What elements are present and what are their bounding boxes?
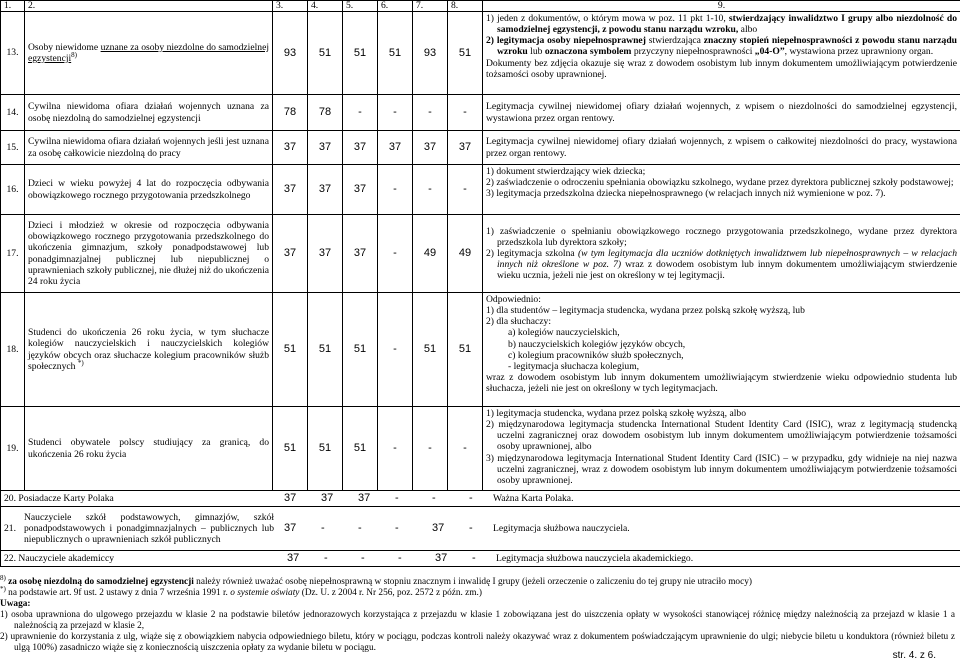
doc-subitem: a) kolegiów nauczycielskich, xyxy=(486,327,957,338)
discount-value: 37 xyxy=(378,131,413,165)
doc-subitem: c) kolegium pracowników służb społecznych, xyxy=(486,350,957,361)
discount-value: 37 xyxy=(308,215,343,293)
required-documents: Legitymacja cywilnej niewidomej ofiary działań wojennych, z wpisem o niezdolności do samodzielnej egzystencji, wystawiona przez organ rentowy. xyxy=(483,95,960,131)
discount-value: 49 xyxy=(413,215,448,293)
row-description xyxy=(25,12,273,95)
discount-value: - xyxy=(469,492,493,505)
discount-value: 37 xyxy=(343,215,378,293)
discount-value: 37 xyxy=(273,215,308,293)
discount-value: 51 xyxy=(308,12,343,95)
discount-value: - xyxy=(324,552,361,565)
doc-text: przyczyny niepełnosprawności xyxy=(631,46,754,57)
row-document: Legitymacja służbowa nauczyciela akademickiego. xyxy=(496,553,693,564)
discount-value: 51 xyxy=(343,12,378,95)
doc-item: 3) legitymacja przedszkolna dziecka niepełnosprawnego (w relacjach innych niż wymienione w poz. 7). xyxy=(486,188,957,199)
row-description: Cywilna niewidoma ofiara działań wojennych jeśli jest uznana za osobę całkowicie niezdolną do pracy xyxy=(25,131,273,165)
doc-text: lub xyxy=(528,46,545,57)
doc-bold: stwierdzający inwalidztwo I grupy albo niezdolność do samodzielnej egzystencji, z powodu stanu narządu wzroku, xyxy=(497,13,957,35)
discount-value: - xyxy=(395,492,432,505)
discount-value: 37 xyxy=(273,165,308,215)
header-row xyxy=(1,1,960,12)
row-number: 16. xyxy=(1,165,25,215)
discount-value: 51 xyxy=(448,293,483,407)
note-item: 2) uprawnienie do korzystania z ulg, wiąże się z obowiązkiem nabycia odpowiedniego biletu, który w pociągu, podczas kontroli należy okazywać wraz z dokumentem poświadczającym uprawnienie do ulgi; niebycie biletu u konduktora (również biletu z ulgą 100%) zasadniczo wiąże się z koniecznością uiszczenia opłaty za wydanie biletu w pociągu. xyxy=(0,632,955,654)
footnote-star xyxy=(0,588,955,599)
discount-value: 37 xyxy=(284,522,321,535)
discount-value: - xyxy=(321,522,358,535)
discount-value: 51 xyxy=(448,12,483,95)
note-list xyxy=(0,610,955,654)
note-heading xyxy=(0,599,955,610)
discount-value: - xyxy=(448,95,483,131)
row-number: 19. xyxy=(1,407,25,491)
header-cell: 8. xyxy=(448,1,483,12)
required-documents xyxy=(483,215,960,293)
discount-value: 78 xyxy=(308,95,343,131)
header-cell: 2. xyxy=(25,1,273,12)
footnote-bold: za osobę niezdolną do samodzielnej egzystencji xyxy=(8,577,194,587)
discount-value: 51 xyxy=(308,407,343,491)
doc-subitem: - legitymacja słuchacza kolegium, xyxy=(486,361,957,372)
table-row-20 xyxy=(1,491,960,507)
footnote-italic: o systemie oświaty xyxy=(230,588,299,598)
required-documents xyxy=(483,407,960,491)
table-row-22 xyxy=(1,550,960,566)
discount-value: - xyxy=(378,215,413,293)
doc-note: Dokumenty bez zdjęcia okazuje się wraz z dowodem osobistym lub innym dokumentem umożliwiającym potwierdzenie tożsamości osoby uprawnionej. xyxy=(486,58,957,80)
required-documents xyxy=(483,293,960,407)
footnote-text: na podstawie art. 9f ust. 2 ustawy z dnia 7 września 1991 r. xyxy=(6,588,230,598)
discount-value: 49 xyxy=(448,215,483,293)
table-row-15 xyxy=(1,131,960,165)
row-document: Legitymacja służbowa nauczyciela. xyxy=(493,523,630,534)
page-number: str. 4. z 6. xyxy=(893,650,936,662)
row-document: Ważna Karta Polaka. xyxy=(493,493,573,504)
discount-value: - xyxy=(398,552,435,565)
discount-value: - xyxy=(413,95,448,131)
doc-item: 1) dla studentów – legitymacja studencka, wydana przez polską szkołę wyższą, lub xyxy=(486,305,957,316)
desc-text: Osoby niewidome xyxy=(28,42,101,53)
discount-value: - xyxy=(378,165,413,215)
table-row-17 xyxy=(1,215,960,293)
table-row-18 xyxy=(1,293,960,407)
doc-tail: wraz z dowodem osobistym lub innym dokumentem umożliwiającym stwierdzenie wieku odpowiednio studenta lub słuchacza, jeżeli nie jest on określony w tych legitymacjach. xyxy=(486,372,957,394)
doc-item: 1) dokument stwierdzający wiek dziecka; xyxy=(486,166,957,177)
discount-value: 37 xyxy=(435,552,472,565)
row-number: 13. xyxy=(1,12,25,95)
row-description: Cywilna niewidoma ofiara działań wojennych uznana za osobę niezdolną do samodzielnej egzystencji xyxy=(25,95,273,131)
doc-item xyxy=(486,35,957,57)
header-cell: 6. xyxy=(378,1,413,12)
doc-item: 1) legitymacja studencka, wydana przez polską szkołę wyższą, albo xyxy=(486,408,957,419)
desc-underlined: uznane za osoby niezdolne do samodzielnej egzystencji xyxy=(28,42,269,64)
discount-value: - xyxy=(378,407,413,491)
discount-value: - xyxy=(358,522,395,535)
footnote-text: (Dz. U. z 2004 r. Nr 256, poz. 2572 z późn. zm.) xyxy=(299,588,482,598)
discount-value: 78 xyxy=(273,95,308,131)
doc-text: , wystawiona przez uprawniony organ. xyxy=(785,46,933,57)
doc-text: stwierdzająca xyxy=(646,35,704,46)
table-row-13 xyxy=(1,12,960,95)
required-documents: Legitymacja cywilnej niewidomej ofiary działań wojennych, z wpisem o całkowitej niezdolności do pracy, wystawiona przez organ rentowy. xyxy=(483,131,960,165)
footnotes xyxy=(0,577,955,654)
required-documents xyxy=(483,165,960,215)
doc-subitem: b) nauczycielskich kolegiów języków obcych, xyxy=(486,339,957,350)
note-item: 1) osoba uprawniona do ulgowego przejazdu w klasie 2 na podstawie biletów jednorazowych korzystająca z przejazdu w klasie 1 zobowiązana jest do uiszczenia opłaty w wysokości stanowiącej różnicę między należnością za przejazd w klasie 1 a należnością za przejazd w klasie 2, xyxy=(0,610,955,632)
header-cell: 9. xyxy=(483,1,960,12)
discount-value: 93 xyxy=(273,12,308,95)
discount-value: - xyxy=(361,552,398,565)
header-cell: 3. xyxy=(273,1,308,12)
discount-value: - xyxy=(395,522,432,535)
row-content xyxy=(4,512,957,545)
footnote-marker: 8) xyxy=(0,574,6,582)
discount-value: 51 xyxy=(378,12,413,95)
table-row-16 xyxy=(1,165,960,215)
footnote-8 xyxy=(0,577,955,588)
discount-value: - xyxy=(413,407,448,491)
row-content xyxy=(4,552,957,565)
discount-value: - xyxy=(448,407,483,491)
doc-item xyxy=(486,13,957,35)
discount-value: - xyxy=(432,492,469,505)
doc-item: 2) zaświadczenie o odroczeniu spełniania obowiązku szkolnego, wydane przez dyrektora publicznej szkoły podstawowej; xyxy=(486,177,957,188)
doc-item: 1) zaświadczenie o spełnianiu obowiązkowego rocznego przygotowania przedszkolnego, wydane przez dyrektora przedszkola lub dyrektora szkoły; xyxy=(486,226,957,248)
discount-value: - xyxy=(448,165,483,215)
table-row-14 xyxy=(1,95,960,131)
header-cell: 5. xyxy=(343,1,378,12)
row-description: Studenci obywatele polscy studiujący za granicą, do ukończenia 26 roku życia xyxy=(25,407,273,491)
row-number: 14. xyxy=(1,95,25,131)
discount-value: 37 xyxy=(432,522,469,535)
discount-value: 37 xyxy=(284,492,321,505)
discount-value: 37 xyxy=(308,165,343,215)
row-description: Dzieci i młodzież w okresie od rozpoczęcia odbywania obowiązkowego rocznego przygotowania przedszkolnego do ukończenia gimnazjum, szkoły ponadpodstawowej lub ponadgimnazjalnej publicznej lub niepublicznej o uprawnieniach szkoły publicznej, nie dłużej niż do ukończenia 24 roku życia xyxy=(25,215,273,293)
doc-text: 2) legitymacja szkolna xyxy=(486,248,578,259)
discount-value: 51 xyxy=(273,293,308,407)
row-content xyxy=(4,492,957,505)
doc-text: 1) jeden z dokumentów, o którym mowa w poz. 11 pkt 1-10, xyxy=(486,13,729,24)
discount-value: - xyxy=(378,293,413,407)
table-row-19 xyxy=(1,407,960,491)
discount-value: 51 xyxy=(308,293,343,407)
row-number: 21. xyxy=(4,523,24,534)
doc-bold: znaczny stopień niepełnosprawności z powodu stanu narządu wzroku xyxy=(497,35,957,57)
required-documents xyxy=(483,12,960,95)
table-row-21 xyxy=(1,506,960,550)
discount-value: - xyxy=(413,165,448,215)
discount-value: 93 xyxy=(413,12,448,95)
doc-head: Odpowiednio: xyxy=(486,294,957,305)
header-cell: 7. xyxy=(413,1,448,12)
row-number: 18. xyxy=(1,293,25,407)
discount-value: 37 xyxy=(273,131,308,165)
desc-text: Studenci do ukończenia 26 roku życia, w tym słuchacze kolegiów nauczycielskich i nauczycielskich kolegiów języków obcych oraz słuchacze kolegium pracowników służb społecznych xyxy=(28,327,269,371)
wide-row xyxy=(1,506,960,550)
row-description: Nauczyciele szkół podstawowych, gimnazjów, szkół ponadpodstawowych i ponadgimnazjalnych – publicznych lub niepublicznych o uprawnieniach szkół publicznych xyxy=(24,512,284,545)
discount-value: - xyxy=(472,552,496,565)
doc-item xyxy=(486,248,957,281)
discount-value: - xyxy=(343,95,378,131)
wide-row xyxy=(1,550,960,566)
header-cell: 1. xyxy=(1,1,25,12)
doc-item: 2) dla słuchaczy: xyxy=(486,316,957,327)
doc-italic: (w tym legitymacja dla uczniów dotkniętych inwalidztwem lub niepełnosprawnych – w relacjach innych niż określone w poz. 7) xyxy=(497,248,957,270)
discount-value: 51 xyxy=(273,407,308,491)
row-description: Dzieci w wieku powyżej 4 lat do rozpoczęcia odbywania obowiązkowego rocznego przygotowania przedszkolnego xyxy=(25,165,273,215)
doc-item: 2) międzynarodowa legitymacja studencka International Student Identity Card (ISIC), wraz z legitymacją studencką uczelni zagranicznej oraz dowodem osobistym lub innym dokumentem umożliwiającym potwierdzenie tożsamości osoby uprawnionej, albo xyxy=(486,419,957,452)
discount-value: 37 xyxy=(343,165,378,215)
row-number: 17. xyxy=(1,215,25,293)
row-description xyxy=(25,293,273,407)
header-cell: 4. xyxy=(308,1,343,12)
doc-bold: oznaczona symbolem xyxy=(545,46,632,57)
row-number: 15. xyxy=(1,131,25,165)
row-label: 22. Nauczyciele akademiccy xyxy=(4,553,287,564)
discount-value: 51 xyxy=(343,407,378,491)
discount-value: 37 xyxy=(343,131,378,165)
doc-item: 3) międzynarodowa legitymacja International Student Identity Card (ISIC) – w przypadku, gdy widnieje na niej nazwa uczelni zagranicznej, wraz z dowodem osobistym lub innym dokumentem umożliwiającym potwierdzenie tożsamości osoby uprawnionej. xyxy=(486,453,957,486)
discount-value: 51 xyxy=(343,293,378,407)
discount-value: 37 xyxy=(321,492,358,505)
doc-bold: „04-O” xyxy=(755,46,785,57)
discount-value: - xyxy=(469,522,493,535)
doc-bold: 2) legitymacja osoby niepełnosprawnej xyxy=(486,35,646,46)
discount-value: 37 xyxy=(308,131,343,165)
discount-value: 51 xyxy=(413,293,448,407)
wide-row xyxy=(1,491,960,507)
note-title: Uwaga: xyxy=(0,599,30,609)
doc-text: wraz z dowodem osobistym lub innym dokumentem umożliwiającym stwierdzenie wieku ucznia, jeżeli nie jest on określony w tej legitymacji. xyxy=(497,259,957,281)
footnote-text: należy również uważać osobę niepełnosprawną w stopniu znacznym i inwalidę I grupy (jeżeli orzeczenie o zaliczeniu do tej grupy nie utraciło mocy) xyxy=(194,577,752,587)
discount-value: - xyxy=(378,95,413,131)
discount-value: 37 xyxy=(287,552,324,565)
discount-value: 37 xyxy=(413,131,448,165)
discount-value: 37 xyxy=(358,492,395,505)
row-label: 20. Posiadacze Karty Polaka xyxy=(4,493,284,504)
doc-text: albo xyxy=(738,24,757,35)
footnote-marker: *) xyxy=(0,585,6,593)
footnote-marker: *) xyxy=(78,358,84,366)
discount-value: 37 xyxy=(448,131,483,165)
footnote-marker: 8) xyxy=(71,51,77,59)
